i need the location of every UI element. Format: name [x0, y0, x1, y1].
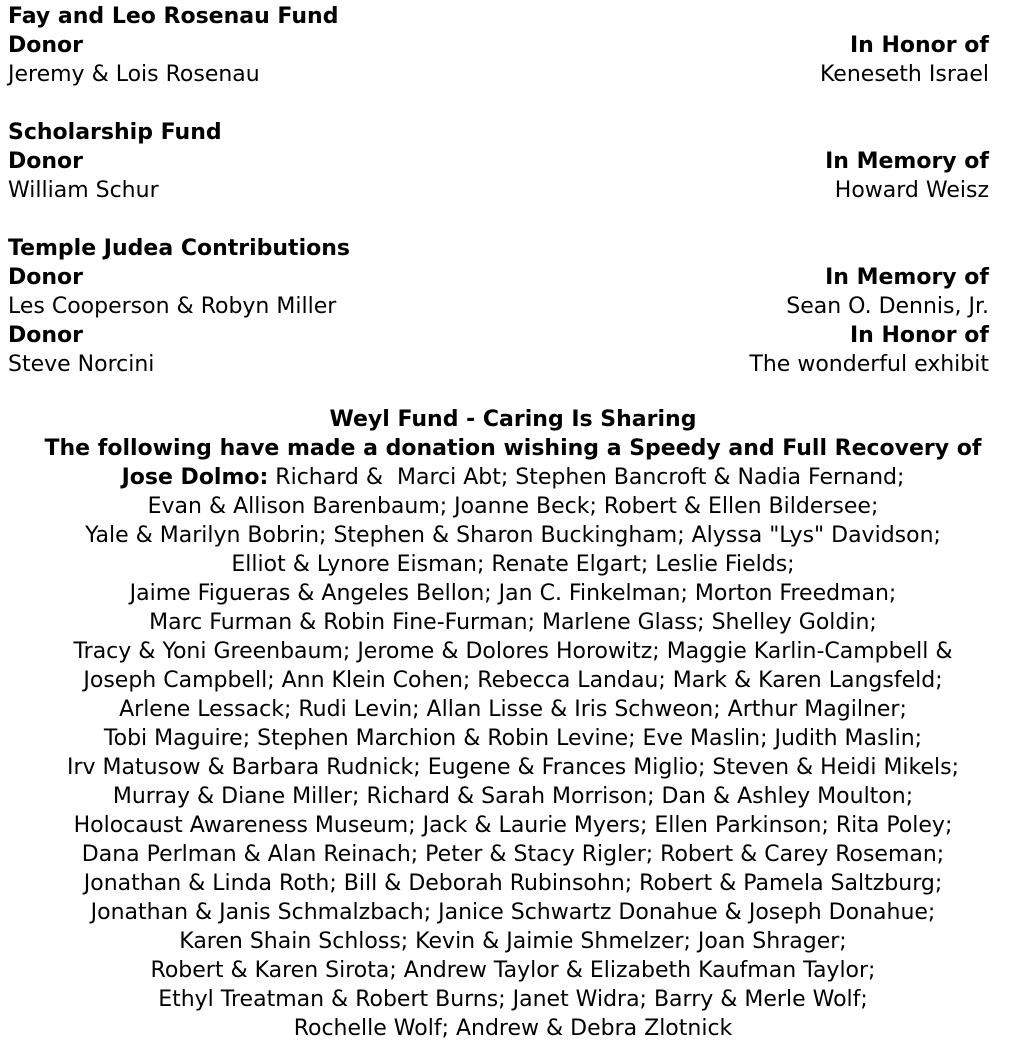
donation-listing: [8, 2, 989, 379]
donor-list-line: Dana Perlman & Alan Reinach; Peter & Stacy Rigler; Robert & Carey Roseman;: [81, 842, 945, 867]
donor-name: William Schur: [8, 178, 159, 203]
donor-list-line: Tobi Maguire; Stephen Marchion & Robin Levine; Eve Maslin; Judith Maslin;: [103, 726, 923, 751]
donor-list-line: Elliot & Lynore Eisman; Renate Elgart; Leslie Fields;: [231, 552, 795, 577]
donor-list-line: Irv Matusow & Barbara Rudnick; Eugene & Frances Miglio; Steven & Heidi Mikels;: [66, 755, 960, 780]
fund-header-row: [8, 321, 989, 350]
donor-list-line: Jonathan & Linda Roth; Bill & Deborah Rubinsohn; Robert & Pamela Saltzburg;: [83, 871, 943, 896]
weyl-fund-section: [0, 405, 1026, 1043]
honoree-name: Keneseth Israel: [819, 62, 989, 87]
fund-entry-row: [8, 60, 989, 89]
donor-list-line: Rochelle Wolf; Andrew & Debra Zlotnick: [293, 1016, 733, 1041]
weyl-first-line: [0, 463, 1026, 492]
donor-list-line: Arlene Lessack; Rudi Levin; Allan Lisse & Iris Schweon; Arthur Magilner;: [119, 697, 907, 722]
donor-list-line: Evan & Allison Barenbaum; Joanne Beck; Robert & Ellen Bildersee;: [147, 494, 879, 519]
fund-title: Scholarship Fund: [8, 120, 222, 145]
dedication-label: In Honor of: [849, 323, 989, 348]
donor-list-line: Richard & Marci Abt; Stephen Bancroft & Nadia Fernand;: [268, 465, 905, 490]
donor-label: Donor: [8, 265, 84, 290]
donor-list-line: Joseph Campbell; Ann Klein Cohen; Rebecca Landau; Mark & Karen Langsfeld;: [83, 668, 943, 693]
donor-name: Les Cooperson & Robyn Miller: [8, 294, 337, 319]
donor-list-line: Murray & Diane Miller; Richard & Sarah Morrison; Dan & Ashley Moulton;: [112, 784, 914, 809]
fund-entry-row: [8, 350, 989, 379]
honoree-name: Howard Weisz: [834, 178, 989, 203]
fund-entry-row: [8, 176, 989, 205]
donor-name: Steve Norcini: [8, 352, 155, 377]
dedication-label: In Memory of: [825, 265, 989, 290]
dedication-label: In Memory of: [825, 149, 989, 174]
donor-list-line: Yale & Marilyn Bobrin; Stephen & Sharon Buckingham; Alyssa "Lys" Davidson;: [85, 523, 941, 548]
donor-label: Donor: [8, 33, 84, 58]
donor-list-line: Jonathan & Janis Schmalzbach; Janice Schwartz Donahue & Joseph Donahue;: [90, 900, 936, 925]
dedication-label: In Honor of: [849, 33, 989, 58]
donor-name: Jeremy & Lois Rosenau: [8, 62, 260, 87]
honoree-name: Sean O. Dennis, Jr.: [786, 294, 989, 319]
fund-title: Fay and Leo Rosenau Fund: [8, 4, 339, 29]
donor-list-line: Ethyl Treatman & Robert Burns; Janet Widra; Barry & Merle Wolf;: [158, 987, 868, 1012]
donor-list-line: Marc Furman & Robin Fine-Furman; Marlene Glass; Shelley Goldin;: [149, 610, 877, 635]
honoree-name: The wonderful exhibit: [749, 352, 989, 377]
donor-list-line: Tracy & Yoni Greenbaum; Jerome & Dolores Horowitz; Maggie Karlin-Campbell &: [73, 639, 953, 664]
donor-list-line: Robert & Karen Sirota; Andrew Taylor & Elizabeth Kaufman Taylor;: [150, 958, 876, 983]
fund-header-row: [8, 147, 989, 176]
donor-list-line: Karen Shain Schloss; Kevin & Jaimie Shmelzer; Joan Shrager;: [179, 929, 847, 954]
fund-header-row: [8, 31, 989, 60]
weyl-fund-title: Weyl Fund - Caring Is Sharing: [329, 407, 697, 432]
fund-entry-row: [8, 292, 989, 321]
donor-label: Donor: [8, 149, 84, 174]
donor-list-line: Holocaust Awareness Museum; Jack & Laurie Myers; Ellen Parkinson; Rita Poley;: [73, 813, 953, 838]
donor-list-line: Jaime Figueras & Angeles Bellon; Jan C. Finkelman; Morton Freedman;: [129, 581, 897, 606]
donor-label: Donor: [8, 323, 84, 348]
fund-header-row: [8, 263, 989, 292]
fund-title: Temple Judea Contributions: [8, 236, 350, 261]
weyl-fund-intro: The following have made a donation wishing a Speedy and Full Recovery of: [44, 436, 982, 461]
recovery-recipient: Jose Dolmo:: [121, 465, 269, 490]
